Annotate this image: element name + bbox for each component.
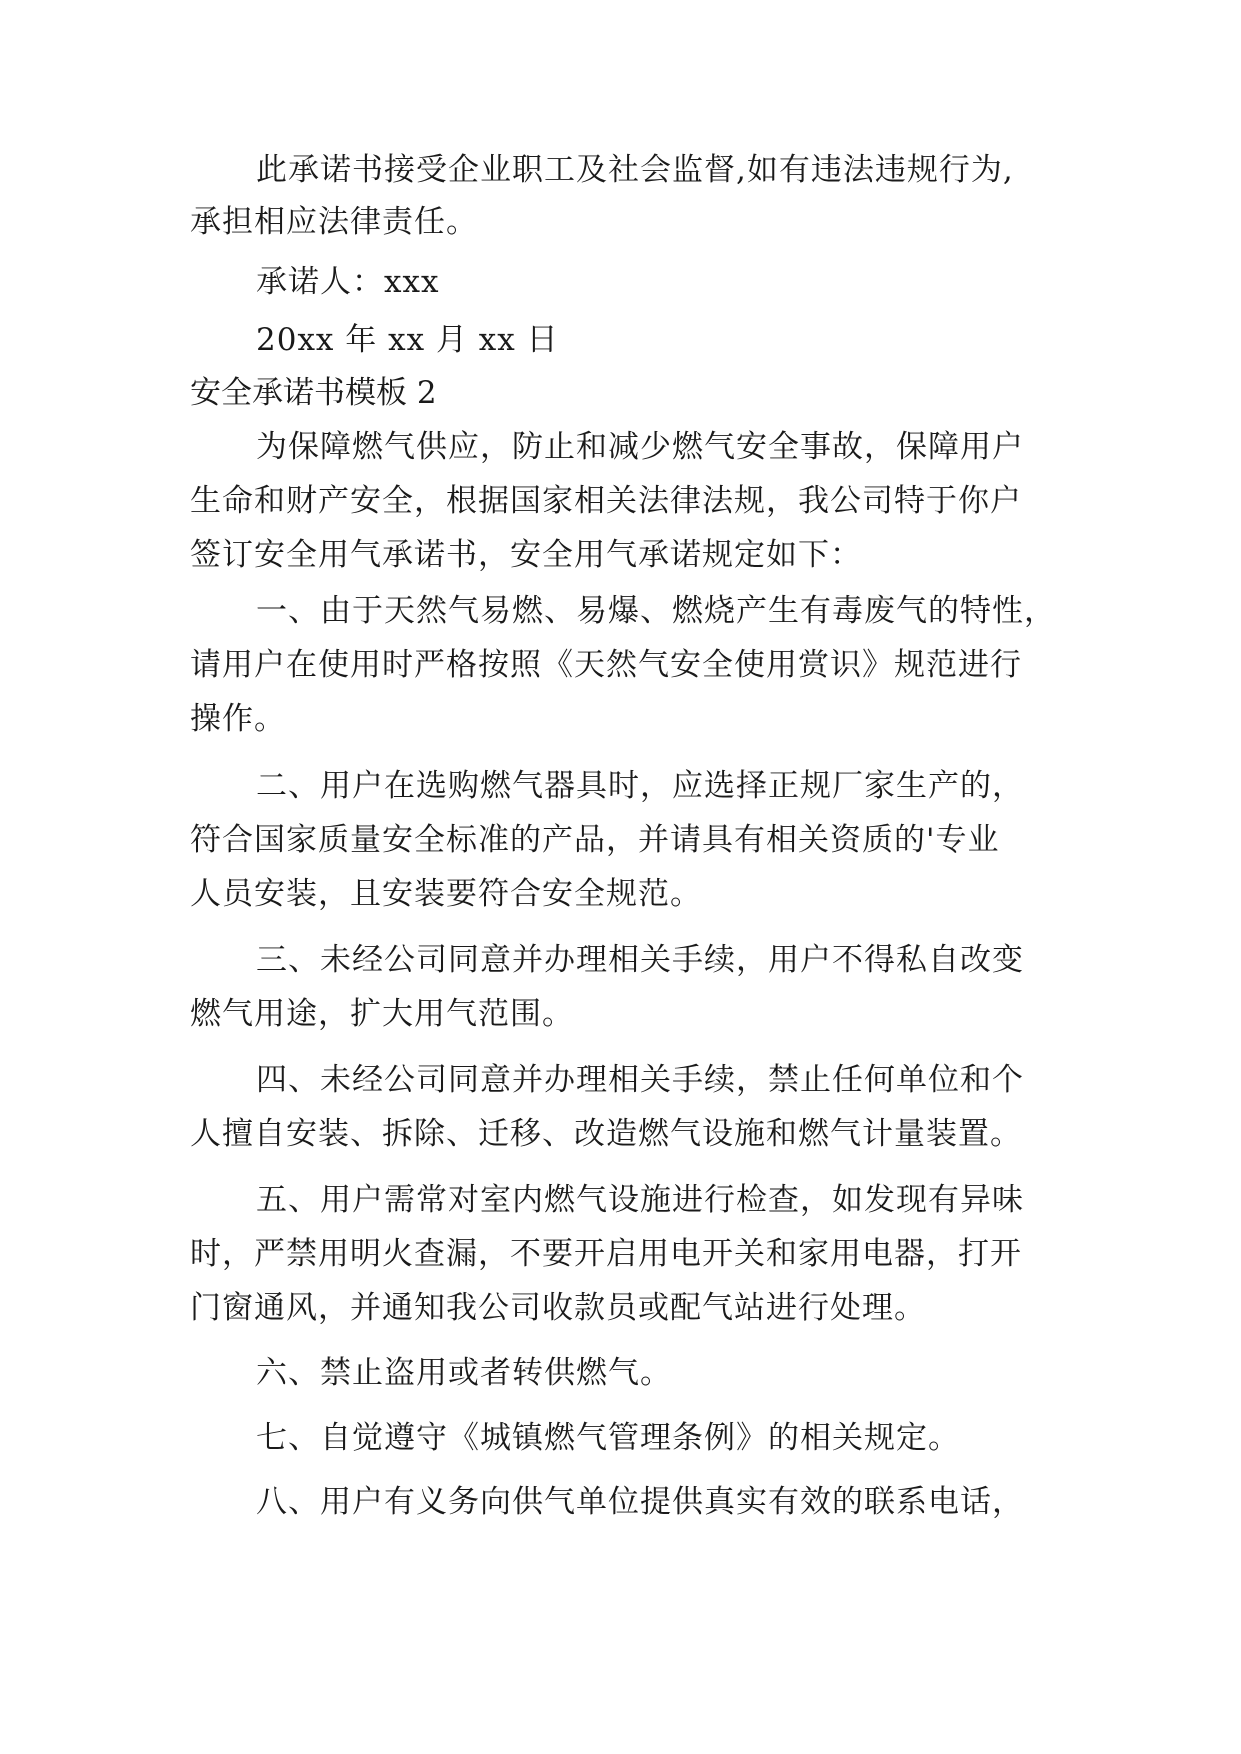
paragraph-line: 生命和财产安全，根据国家相关法律法规，我公司特于你户 (190, 483, 1022, 519)
paragraph-line: 七、自觉遵守《城镇燃气管理条例》的相关规定。 (256, 1420, 960, 1456)
paragraph-line: 操作。 (190, 701, 286, 737)
paragraph-line: 门窗通风，并通知我公司收款员或配气站进行处理。 (190, 1290, 926, 1326)
paragraph-line: 人擅自安装、拆除、迁移、改造燃气设施和燃气计量装置。 (190, 1116, 1022, 1152)
paragraph-line: 四、未经公司同意并办理相关手续，禁止任何单位和个 (256, 1062, 1024, 1098)
paragraph-line: 承担相应法律责任。 (190, 204, 478, 240)
paragraph-line: 八、用户有义务向供气单位提供真实有效的联系电话， (256, 1484, 1024, 1520)
paragraph-line: 此承诺书接受企业职工及社会监督,如有违法违规行为, (256, 152, 1014, 188)
paragraph-line: 二、用户在选购燃气器具时，应选择正规厂家生产的， (256, 768, 1024, 804)
paragraph-line: 三、未经公司同意并办理相关手续，用户不得私自改变 (256, 942, 1024, 978)
section-heading: 安全承诺书模板 2 (190, 375, 437, 411)
paragraph-line: 签订安全用气承诺书，安全用气承诺规定如下： (190, 537, 862, 573)
paragraph-line: 符合国家质量安全标准的产品，并请具有相关资质的'专业 (190, 822, 1000, 858)
paragraph-line: 人员安装，且安装要符合安全规范。 (190, 876, 702, 912)
paragraph-line: 燃气用途，扩大用气范围。 (190, 996, 574, 1032)
paragraph-line: 为保障燃气供应，防止和减少燃气安全事故，保障用户 (256, 429, 1024, 465)
date-line: 20xx 年 xx 月 xx 日 (256, 322, 559, 358)
paragraph-line: 请用户在使用时严格按照《天然气安全使用赏识》规范进行 (190, 647, 1022, 683)
paragraph-line: 五、用户需常对室内燃气设施进行检查，如发现有异味 (256, 1182, 1024, 1218)
signatory-line: 承诺人：xxx (256, 264, 440, 300)
paragraph-line: 六、禁止盗用或者转供燃气。 (256, 1355, 672, 1391)
paragraph-line: 时，严禁用明火查漏，不要开启用电开关和家用电器，打开 (190, 1236, 1022, 1272)
paragraph-line: 一、由于天然气易燃、易爆、燃烧产生有毒废气的特性， (256, 593, 1056, 629)
